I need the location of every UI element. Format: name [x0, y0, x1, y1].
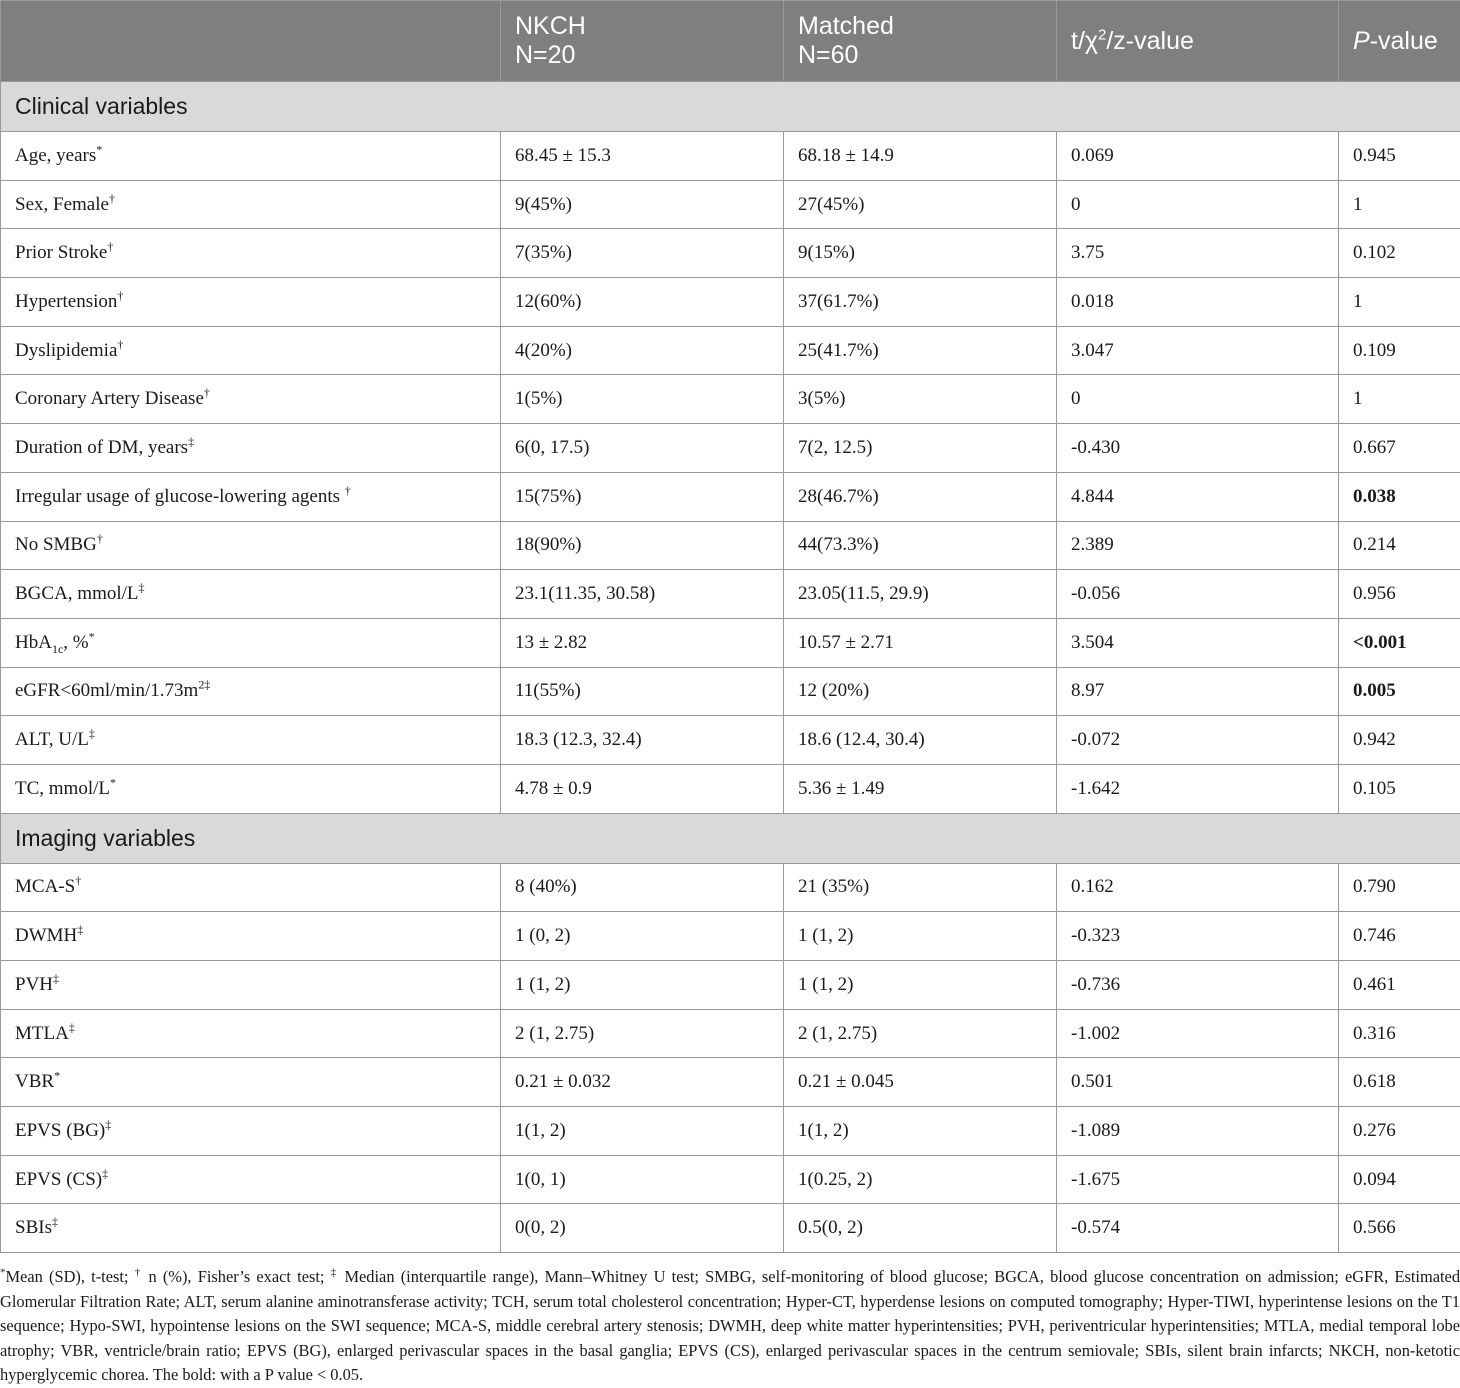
footnote-text-2: n (%), Fisher’s exact test;: [142, 1267, 330, 1286]
table-row: [1, 1204, 1460, 1253]
table-row: [1, 1009, 1460, 1058]
table-row: [1, 229, 1460, 278]
table-row: [1, 1107, 1460, 1156]
nkch-value: 13 ± 2.82: [501, 618, 784, 667]
header-nkch-title: NKCH: [515, 12, 783, 41]
nkch-value: 18(90%): [501, 521, 784, 570]
test-statistic: 3.047: [1057, 326, 1339, 375]
table-row: [1, 764, 1460, 813]
nkch-value: 1(1, 2): [501, 1107, 784, 1156]
table-row: [1, 912, 1460, 961]
variable-cell: [1, 375, 501, 424]
test-statistic: -0.430: [1057, 424, 1339, 473]
matched-value: 44(73.3%): [784, 521, 1057, 570]
variable-label: Duration of DM, years: [15, 437, 188, 458]
p-value: 0.667: [1339, 424, 1460, 473]
table-row: [1, 278, 1460, 327]
test-marker: ‡: [89, 727, 95, 741]
test-statistic: 0: [1057, 375, 1339, 424]
variable-label: Sex, Female: [15, 194, 109, 215]
section-row: [1, 82, 1460, 132]
variable-label: PVH: [15, 974, 53, 995]
matched-value: 21 (35%): [784, 863, 1057, 912]
footnote-text-3: Median (interquartile range), Mann–Whitney U test; SMBG, self-monitoring of blood glucose; BGCA, blood glucose concentration on admission; eGFR, Estimated Glomerular Filtration Rate; ALT, serum alanine aminotransferase activity; TCH, serum total cholesterol concentration; Hyper-CT, hyperdense lesions on computed tomography; Hyper-TIWI, hyperintense lesions on the T1 sequence; Hypo-SWI, hypointense lesions on the SWI sequence; MCA-S, middle cerebral artery stenosis; DWMH, deep white matter hyperintensities; PVH, periventricular hyperintensities; MTLA, medial temporal lobe atrophy; VBR, ventricle/brain ratio; EPVS (BG), enlarged perivascular spaces in the basal ganglia; EPVS (CS), enlarged perivascular spaces in the centrum semiovale; SBIs, silent brain infarcts; NKCH, non-ketotic hyperglycemic chorea. The bold: with a P value < 0.05.: [0, 1267, 1460, 1384]
matched-value: 25(41.7%): [784, 326, 1057, 375]
variable-cell: [1, 1155, 501, 1204]
section-row: [1, 813, 1460, 863]
footnote-mark-n: †: [135, 1267, 143, 1279]
p-value: 0.566: [1339, 1204, 1460, 1253]
p-value: 0.746: [1339, 912, 1460, 961]
nkch-value: 23.1(11.35, 30.58): [501, 570, 784, 619]
variable-cell: [1, 1107, 501, 1156]
test-marker: †: [75, 874, 81, 888]
test-statistic: 0: [1057, 180, 1339, 229]
test-marker: *: [89, 629, 95, 643]
variable-label: EPVS (CS): [15, 1169, 102, 1190]
p-value: 0.316: [1339, 1009, 1460, 1058]
section-title: Clinical variables: [1, 82, 1460, 132]
variable-label: EPVS (BG): [15, 1120, 105, 1141]
variable-label: eGFR<60ml/min/1.73m: [15, 680, 198, 701]
variable-cell: [1, 716, 501, 765]
nkch-value: 0(0, 2): [501, 1204, 784, 1253]
test-statistic: -0.736: [1057, 961, 1339, 1010]
variable-cell: [1, 132, 501, 181]
test-statistic: 3.75: [1057, 229, 1339, 278]
variable-label: Hypertension: [15, 291, 117, 312]
test-statistic: 0.069: [1057, 132, 1339, 181]
header-variable: [1, 1, 501, 82]
table-row: [1, 326, 1460, 375]
table-row: [1, 1155, 1460, 1204]
test-marker: ‡: [77, 923, 83, 937]
nkch-value: 8 (40%): [501, 863, 784, 912]
section-title: Imaging variables: [1, 813, 1460, 863]
variable-label: VBR: [15, 1071, 54, 1092]
table-row: [1, 424, 1460, 473]
matched-value: 12 (20%): [784, 667, 1057, 716]
nkch-value: 15(75%): [501, 472, 784, 521]
test-marker: †: [97, 532, 103, 546]
test-statistic: -1.675: [1057, 1155, 1339, 1204]
table-row: [1, 375, 1460, 424]
test-marker: †: [345, 483, 351, 497]
p-value: 1: [1339, 278, 1460, 327]
table-row: [1, 132, 1460, 181]
test-marker: ‡: [188, 435, 194, 449]
test-marker: 2‡: [198, 678, 210, 692]
variable-label: SBIs: [15, 1217, 52, 1238]
matched-value: 5.36 ± 1.49: [784, 764, 1057, 813]
p-value: 0.109: [1339, 326, 1460, 375]
variable-label: MTLA: [15, 1023, 69, 1044]
nkch-value: 7(35%): [501, 229, 784, 278]
variable-label: Coronary Artery Disease: [15, 388, 204, 409]
variable-label: HbA: [15, 632, 52, 653]
test-statistic: -0.323: [1057, 912, 1339, 961]
matched-value: 9(15%): [784, 229, 1057, 278]
test-marker: †: [117, 289, 123, 303]
footnote-text-1: Mean (SD), t-test;: [6, 1267, 135, 1286]
header-stat-b: /z-value: [1106, 27, 1194, 55]
variable-label: BGCA, mmol/L: [15, 583, 139, 604]
variable-cell: [1, 278, 501, 327]
test-statistic: -0.574: [1057, 1204, 1339, 1253]
variable-cell: [1, 961, 501, 1010]
test-statistic: 3.504: [1057, 618, 1339, 667]
test-marker: ‡: [102, 1166, 108, 1180]
matched-value: 0.5(0, 2): [784, 1204, 1057, 1253]
header-matched-title: Matched: [798, 12, 1056, 41]
matched-value: 27(45%): [784, 180, 1057, 229]
nkch-value: 68.45 ± 15.3: [501, 132, 784, 181]
header-nkch: [501, 1, 784, 82]
test-statistic: 8.97: [1057, 667, 1339, 716]
variable-cell: [1, 180, 501, 229]
matched-value: 0.21 ± 0.045: [784, 1058, 1057, 1107]
header-stat-a: t/χ: [1071, 27, 1098, 55]
variable-label: MCA-S: [15, 876, 75, 897]
variable-cell: [1, 912, 501, 961]
variable-label: Dyslipidemia: [15, 340, 117, 361]
footnote-mark-mean: *: [0, 1267, 6, 1279]
test-marker: †: [204, 386, 210, 400]
table-row: [1, 618, 1460, 667]
p-value: 0.094: [1339, 1155, 1460, 1204]
test-statistic: 0.162: [1057, 863, 1339, 912]
test-marker: *: [96, 143, 102, 157]
table-row: [1, 961, 1460, 1010]
matched-value: 7(2, 12.5): [784, 424, 1057, 473]
p-value: 0.038: [1339, 472, 1460, 521]
nkch-value: 6(0, 17.5): [501, 424, 784, 473]
matched-value: 2 (1, 2.75): [784, 1009, 1057, 1058]
nkch-value: 1(0, 1): [501, 1155, 784, 1204]
nkch-value: 9(45%): [501, 180, 784, 229]
test-statistic: -0.056: [1057, 570, 1339, 619]
table-body: [1, 82, 1460, 1253]
nkch-value: 1 (1, 2): [501, 961, 784, 1010]
p-value: 0.005: [1339, 667, 1460, 716]
variable-cell: [1, 1009, 501, 1058]
test-statistic: 0.018: [1057, 278, 1339, 327]
nkch-value: 1(5%): [501, 375, 784, 424]
nkch-value: 2 (1, 2.75): [501, 1009, 784, 1058]
matched-value: 68.18 ± 14.9: [784, 132, 1057, 181]
header-nkch-n: N=20: [515, 41, 783, 70]
table-row: [1, 667, 1460, 716]
header-matched: [784, 1, 1057, 82]
variable-label: Prior Stroke: [15, 242, 107, 263]
p-value: 0.214: [1339, 521, 1460, 570]
header-matched-n: N=60: [798, 41, 1056, 70]
p-value: 0.618: [1339, 1058, 1460, 1107]
p-value: 0.790: [1339, 863, 1460, 912]
test-marker: ‡: [139, 581, 145, 595]
matched-value: 1(1, 2): [784, 1107, 1057, 1156]
variable-label: ALT, U/L: [15, 729, 89, 750]
test-marker: †: [109, 191, 115, 205]
variable-cell: [1, 424, 501, 473]
matched-value: 37(61.7%): [784, 278, 1057, 327]
table-row: [1, 863, 1460, 912]
header-p-italic: P: [1353, 27, 1370, 55]
nkch-value: 1 (0, 2): [501, 912, 784, 961]
test-marker: †: [107, 240, 113, 254]
test-marker: *: [54, 1069, 60, 1083]
header-test-statistic: [1057, 1, 1339, 82]
variable-subscript: 1c: [52, 642, 63, 656]
test-marker: †: [117, 337, 123, 351]
matched-value: 10.57 ± 2.71: [784, 618, 1057, 667]
test-statistic: -0.072: [1057, 716, 1339, 765]
table-row: [1, 570, 1460, 619]
matched-value: 1 (1, 2): [784, 961, 1057, 1010]
test-statistic: 2.389: [1057, 521, 1339, 570]
test-marker: ‡: [52, 1215, 58, 1229]
table-header-row: [1, 1, 1460, 82]
variable-label-suffix: , %: [63, 632, 88, 653]
variable-cell: [1, 570, 501, 619]
variable-cell: [1, 521, 501, 570]
test-statistic: -1.089: [1057, 1107, 1339, 1156]
test-marker: ‡: [53, 972, 59, 986]
variable-cell: [1, 472, 501, 521]
variable-cell: [1, 1058, 501, 1107]
p-value: 0.942: [1339, 716, 1460, 765]
variable-label: No SMBG: [15, 534, 97, 555]
matched-value: 28(46.7%): [784, 472, 1057, 521]
matched-value: 23.05(11.5, 29.9): [784, 570, 1057, 619]
variable-cell: [1, 1204, 501, 1253]
test-marker: *: [110, 775, 116, 789]
p-value: 0.102: [1339, 229, 1460, 278]
variable-cell: [1, 863, 501, 912]
variable-cell: [1, 764, 501, 813]
p-value: 1: [1339, 375, 1460, 424]
nkch-value: 0.21 ± 0.032: [501, 1058, 784, 1107]
matched-value: 3(5%): [784, 375, 1057, 424]
footnote-mark-median: ‡: [331, 1267, 339, 1279]
test-marker: ‡: [105, 1118, 111, 1132]
header-p-rest: -value: [1370, 27, 1438, 55]
variable-label: DWMH: [15, 925, 77, 946]
nkch-value: 12(60%): [501, 278, 784, 327]
variable-label: Age, years: [15, 145, 96, 166]
p-value: 0.461: [1339, 961, 1460, 1010]
variable-label: TC, mmol/L: [15, 778, 110, 799]
test-statistic: -1.002: [1057, 1009, 1339, 1058]
variable-cell: [1, 326, 501, 375]
nkch-value: 11(55%): [501, 667, 784, 716]
variable-cell: [1, 229, 501, 278]
table-row: [1, 716, 1460, 765]
test-statistic: 4.844: [1057, 472, 1339, 521]
p-value: 0.276: [1339, 1107, 1460, 1156]
matched-value: 18.6 (12.4, 30.4): [784, 716, 1057, 765]
matched-value: 1 (1, 2): [784, 912, 1057, 961]
p-value: 0.956: [1339, 570, 1460, 619]
table-row: [1, 521, 1460, 570]
nkch-value: 4(20%): [501, 326, 784, 375]
p-value: 0.105: [1339, 764, 1460, 813]
table-footnote: [0, 1265, 1460, 1388]
p-value: 0.945: [1339, 132, 1460, 181]
test-statistic: 0.501: [1057, 1058, 1339, 1107]
nkch-value: 4.78 ± 0.9: [501, 764, 784, 813]
test-marker: ‡: [69, 1020, 75, 1034]
p-value: <0.001: [1339, 618, 1460, 667]
variable-cell: [1, 618, 501, 667]
table-row: [1, 180, 1460, 229]
table-row: [1, 472, 1460, 521]
test-statistic: -1.642: [1057, 764, 1339, 813]
header-p-value: [1339, 1, 1460, 82]
matched-value: 1(0.25, 2): [784, 1155, 1057, 1204]
p-value: 1: [1339, 180, 1460, 229]
nkch-value: 18.3 (12.3, 32.4): [501, 716, 784, 765]
table-row: [1, 1058, 1460, 1107]
variable-cell: [1, 667, 501, 716]
header-stat-sup: 2: [1098, 26, 1106, 43]
variable-label: Irregular usage of glucose-lowering agents: [15, 486, 345, 507]
